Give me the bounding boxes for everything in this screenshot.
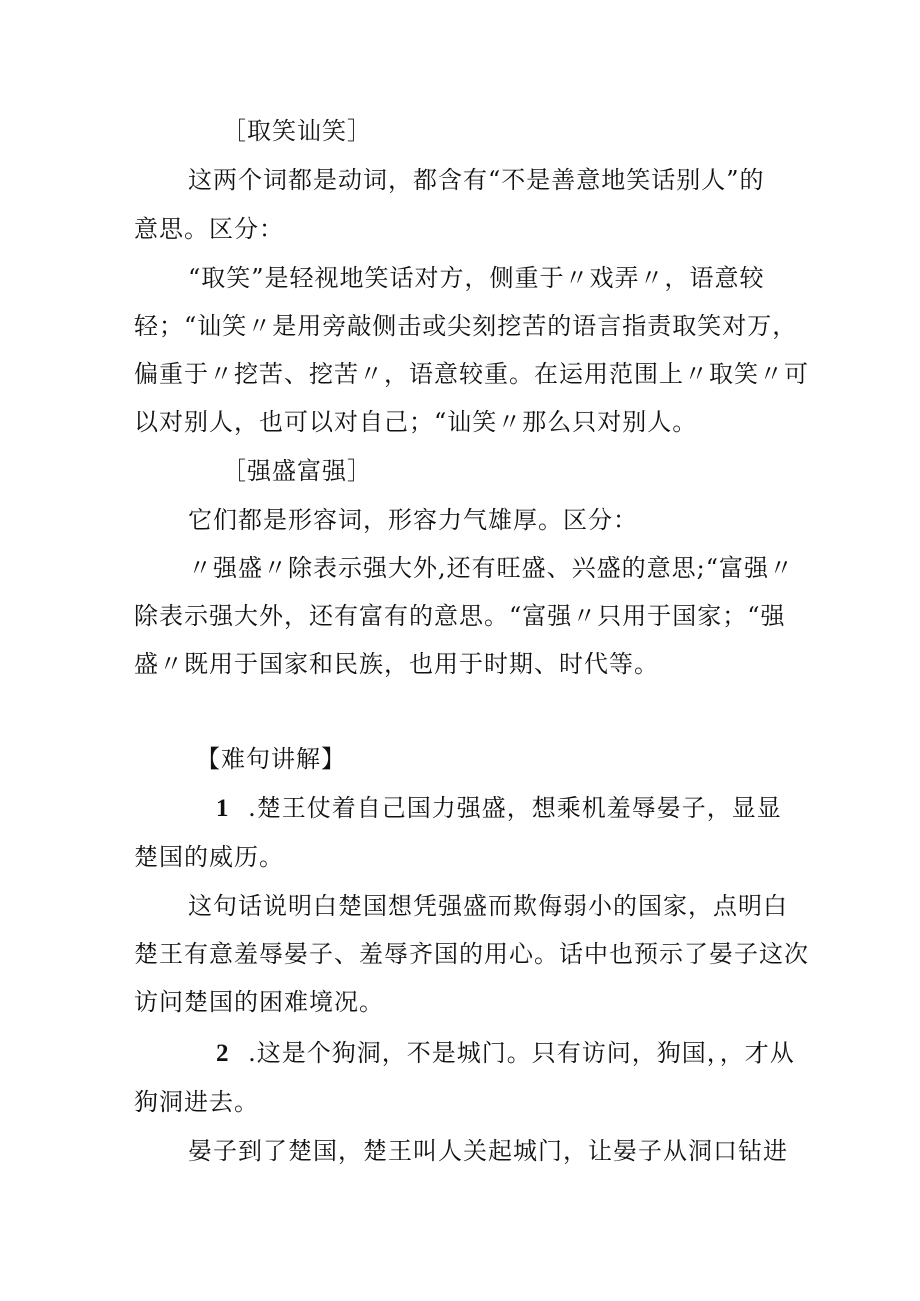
vocab1-detail-line2: 轻；“讪笑〃是用旁敲侧击或尖刻挖苦的语言指责取笑对万， bbox=[134, 312, 798, 340]
vocab1-intro-line1: 这两个词都是动词，都含有“不是善意地笑话别人”的 bbox=[188, 166, 765, 194]
sentence1-line1 bbox=[216, 793, 782, 824]
sentence1-explain-line1: 这句话说明白楚国想凭强盛而欺侮弱小的国家，点明白 bbox=[188, 892, 788, 920]
sentence2-text: .这是个狗洞，不是城门。只有访问，狗国，，才从 bbox=[248, 1039, 795, 1067]
sentence1-line2: 楚国的威历。 bbox=[134, 843, 284, 871]
sentence2-number: 2 bbox=[216, 1040, 230, 1067]
sentence2-explain-line1: 晏子到了楚国，楚王叫人关起城门，让晏子从洞口钻进 bbox=[188, 1137, 788, 1165]
vocab2-heading: ［强盛富强］ bbox=[222, 457, 372, 485]
vocab1-detail-line3: 偏重于〃挖苦、挖苦〃，语意较重。在运用范围上〃取笑〃可 bbox=[134, 360, 809, 388]
vocab2-detail-line2: 除表示强大外，还有富有的意思。“富强〃只用于国家；“强 bbox=[134, 602, 786, 630]
vocab1-detail-line1: “取笑”是轻视地笑话对方，侧重于〃戏弄〃，语意较 bbox=[188, 264, 765, 292]
vocab2-detail-line3: 盛〃既用于国家和民族，也用于时期、时代等。 bbox=[134, 650, 659, 678]
sentence2-line2: 狗洞进去。 bbox=[134, 1088, 259, 1116]
sentence1-explain-line3: 访问楚国的困难境况。 bbox=[134, 988, 384, 1016]
sentence2-line1 bbox=[216, 1038, 795, 1069]
sentence1-text: .楚王仗着自己国力强盛，想乘机羞辱晏子，显显 bbox=[248, 794, 782, 822]
vocab2-detail-line1: 〃强盛〃除表示强大外,还有旺盛、兴盛的意思;“富强〃 bbox=[188, 554, 794, 582]
sentence1-explain-line2: 楚王有意羞辱晏子、羞辱齐国的用心。话中也预示了晏子这次 bbox=[134, 940, 809, 968]
vocab1-heading: ［取笑讪笑］ bbox=[222, 117, 372, 145]
section-heading: 【难句讲解】 bbox=[196, 745, 346, 773]
vocab1-intro-line2: 意思。区分： bbox=[134, 215, 284, 243]
vocab1-detail-line4: 以对别人，也可以对自己；“讪笑〃那么只对别人。 bbox=[134, 408, 698, 436]
sentence1-number: 1 bbox=[216, 795, 230, 822]
vocab2-intro-line1: 它们都是形容词，形容力气雄厚。区分： bbox=[188, 506, 638, 534]
